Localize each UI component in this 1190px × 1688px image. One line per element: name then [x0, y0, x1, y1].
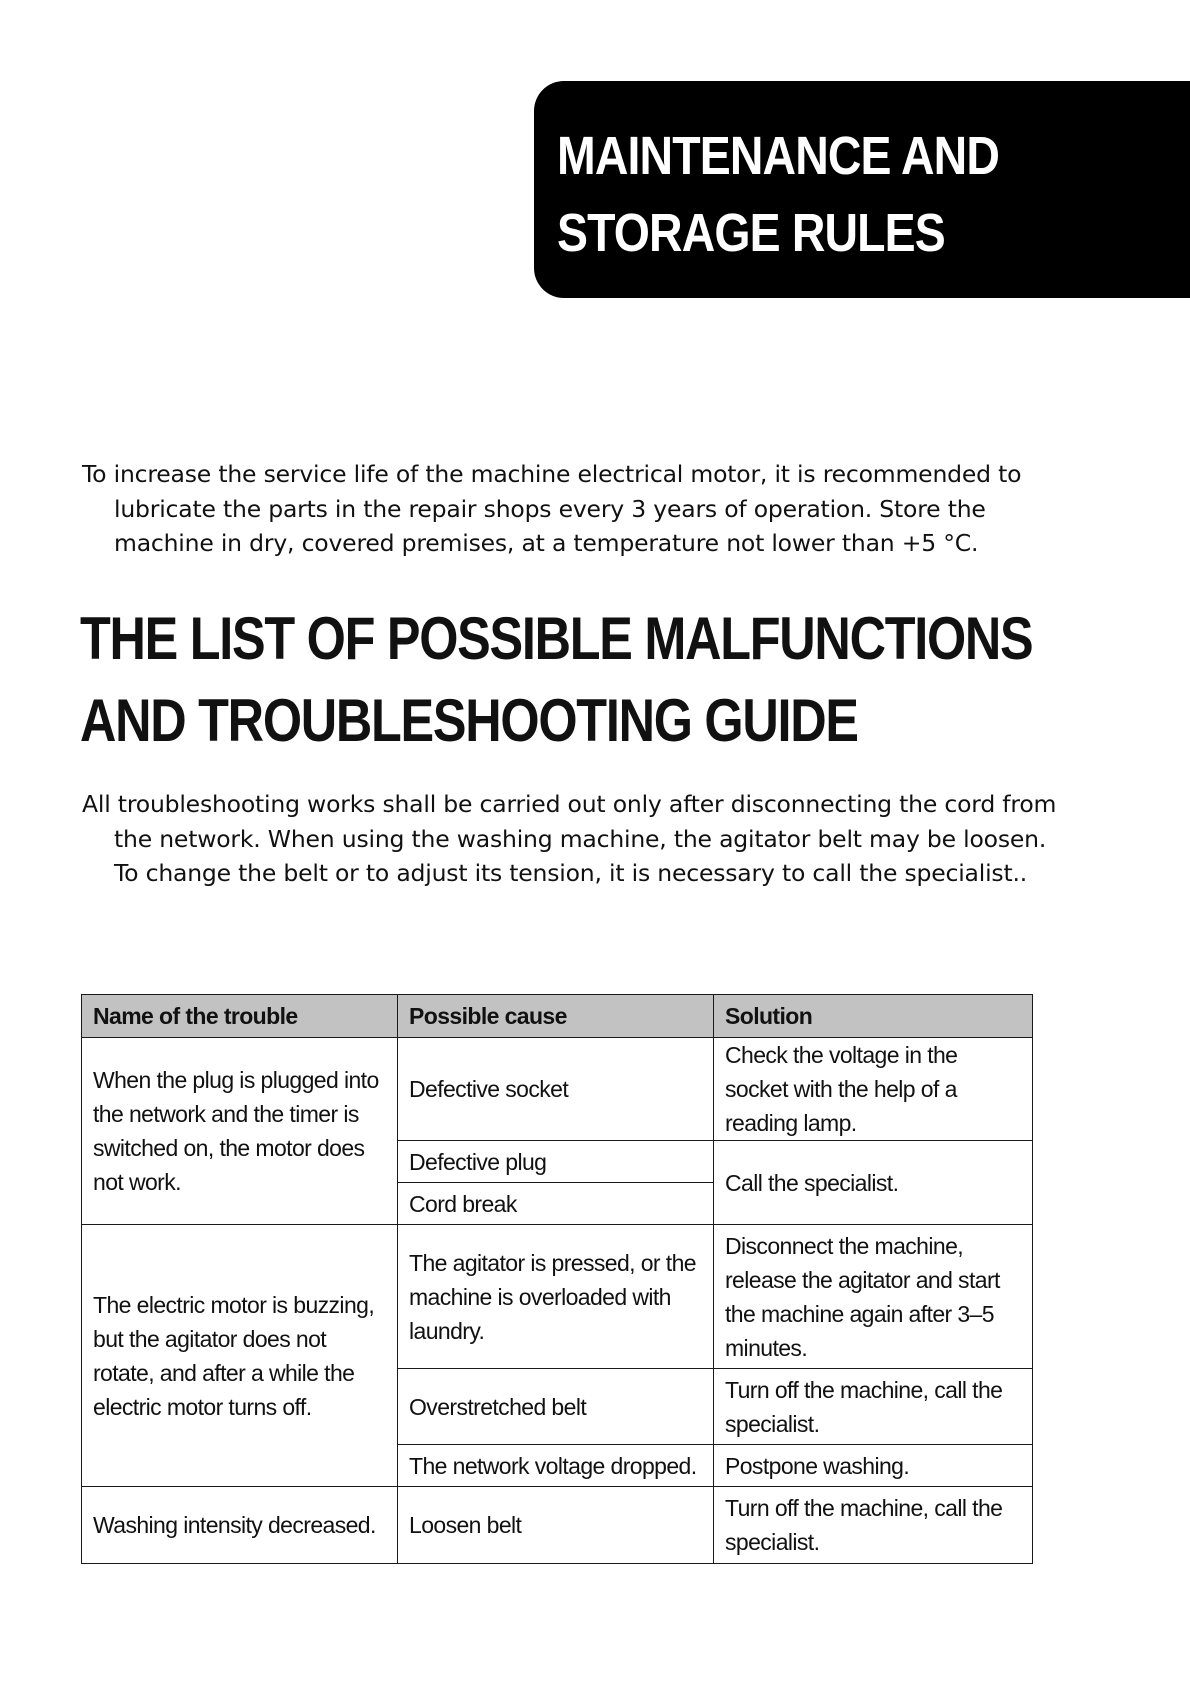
- cause-cell: Cord break: [398, 1183, 714, 1225]
- title-line: MAINTENANCE AND: [557, 126, 1000, 186]
- table-row: [82, 1225, 1033, 1369]
- column-header-solution: Solution: [714, 995, 1033, 1038]
- table-row: [82, 1487, 1033, 1564]
- troubleshooting-intro-paragraph: All troubleshooting works shall be carried out only after disconnecting the cord from the network. When using the washing machine, the agitator belt may be loosen. To change the belt or to adjust its tension, it is necessary to call the specialist..: [82, 790, 1057, 887]
- solution-cell: Check the voltage in the socket with the help of a reading lamp.: [714, 1038, 1033, 1141]
- title-line: STORAGE RULES: [557, 203, 945, 263]
- maintenance-section-title: [557, 118, 1073, 272]
- solution-cell: Postpone washing.: [714, 1445, 1033, 1487]
- cause-cell: Loosen belt: [398, 1487, 714, 1564]
- title-line: THE LIST OF POSSIBLE MALFUNCTIONS: [80, 605, 1033, 672]
- cause-cell: Defective plug: [398, 1141, 714, 1183]
- maintenance-paragraph: To increase the service life of the machine electrical motor, it is recommended to lubricate the parts in the repair shops every 3 years of operation. Store the machine in dry, covered premises, at a temperature not lower than +5 °C.: [82, 460, 1022, 557]
- cause-cell: Defective socket: [398, 1038, 714, 1141]
- table-row: [82, 1038, 1033, 1141]
- cause-cell: Overstretched belt: [398, 1369, 714, 1445]
- troubleshooting-section-title: [80, 598, 1088, 762]
- column-header-trouble: Name of the trouble: [82, 995, 398, 1038]
- solution-cell: Turn off the machine, call the specialist.: [714, 1369, 1033, 1445]
- trouble-cell: The electric motor is buzzing, but the agitator does not rotate, and after a while the electric motor turns off.: [82, 1225, 398, 1487]
- cause-cell: The network voltage dropped.: [398, 1445, 714, 1487]
- solution-cell: Call the specialist.: [714, 1141, 1033, 1225]
- title-line: AND TROUBLESHOOTING GUIDE: [80, 687, 858, 754]
- cause-cell: The agitator is pressed, or the machine is overloaded with laundry.: [398, 1225, 714, 1369]
- trouble-cell: When the plug is plugged into the network and the timer is switched on, the motor does not work.: [82, 1038, 398, 1225]
- trouble-cell: Washing intensity decreased.: [82, 1487, 398, 1564]
- troubleshooting-table: [81, 994, 1033, 1564]
- solution-cell: Disconnect the machine, release the agitator and start the machine again after 3–5 minutes.: [714, 1225, 1033, 1369]
- solution-cell: Turn off the machine, call the specialist.: [714, 1487, 1033, 1564]
- column-header-cause: Possible cause: [398, 995, 714, 1038]
- table-header-row: [82, 995, 1033, 1038]
